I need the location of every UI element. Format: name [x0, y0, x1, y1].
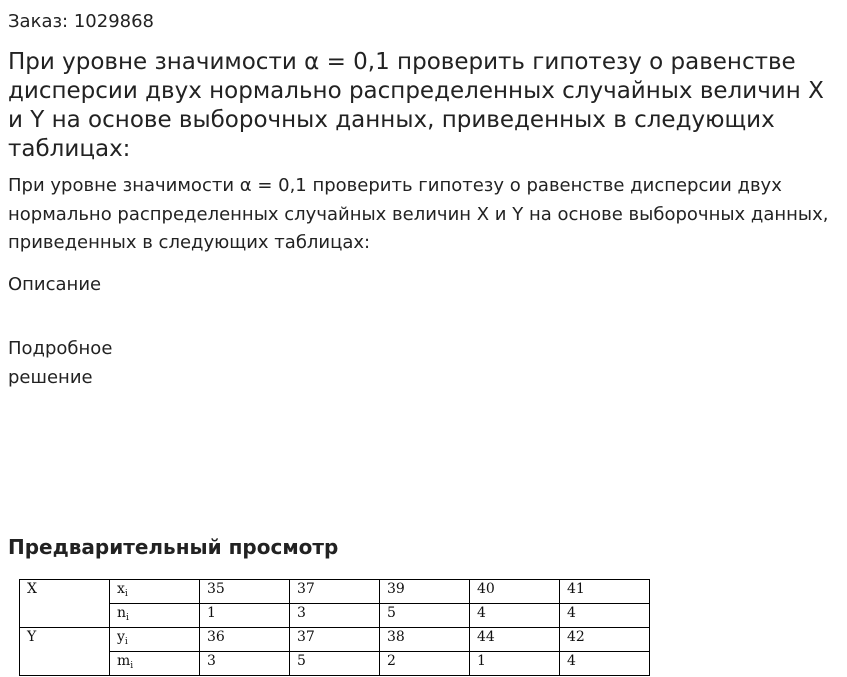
order-number: 1029868	[73, 11, 155, 32]
table-cell: 1	[470, 652, 560, 676]
table-cell: 37	[290, 580, 380, 604]
table-cell: 1	[200, 604, 290, 628]
sample-data-table	[19, 579, 650, 676]
table-cell: 39	[380, 580, 470, 604]
row-symbol-cell	[110, 580, 200, 604]
table-cell: 4	[560, 652, 650, 676]
table-cell: 38	[380, 628, 470, 652]
table-cell: 40	[470, 580, 560, 604]
task-heading: При уровне значимости α = 0,1 проверить гипотезу о равенстве дисперсии двух нормально распределенных случайных величин X и Y на основе выборочных данных, приведенных в следующих таблицах:	[8, 49, 824, 162]
table-cell: 42	[560, 628, 650, 652]
table-cell: 36	[200, 628, 290, 652]
table-row	[20, 604, 650, 628]
preview-title: Предварительный просмотр	[8, 535, 339, 559]
symbol-index: i	[130, 661, 134, 671]
table-row	[20, 580, 650, 604]
description-label: Описание	[8, 274, 102, 295]
row-symbol-cell	[110, 604, 200, 628]
table-cell: 5	[380, 604, 470, 628]
symbol-letter: n	[117, 605, 127, 621]
symbol-index: i	[126, 613, 129, 623]
task-text: При уровне значимости α = 0,1 проверить гипотезу о равенстве дисперсии двух нормально распределенных случайных величин X и Y на основе выборочных данных, приведенных в следующих таблицах:	[8, 175, 829, 253]
table-cell: 41	[560, 580, 650, 604]
variable-x-cell: X	[20, 580, 110, 628]
table-cell: 3	[290, 604, 380, 628]
table-cell: 37	[290, 628, 380, 652]
detailed-solution-label: Подробное решение	[8, 338, 113, 388]
order-label: Заказ:	[8, 11, 69, 32]
table-row	[20, 652, 650, 676]
table-row	[20, 628, 650, 652]
table-cell: 44	[470, 628, 560, 652]
table-cell: 4	[560, 604, 650, 628]
row-symbol-cell	[110, 652, 200, 676]
row-symbol-cell	[110, 628, 200, 652]
table-cell: 5	[290, 652, 380, 676]
variable-y-cell: Y	[20, 628, 110, 676]
symbol-letter: x	[117, 581, 125, 597]
symbol-index: i	[124, 589, 128, 599]
table-cell: 2	[380, 652, 470, 676]
table-cell: 3	[200, 652, 290, 676]
table-cell: 4	[470, 604, 560, 628]
table-cell: 35	[200, 580, 290, 604]
symbol-letter: m	[117, 653, 131, 669]
order-number-line	[8, 10, 154, 34]
symbol-letter: y	[117, 629, 125, 645]
symbol-index: i	[124, 637, 128, 647]
